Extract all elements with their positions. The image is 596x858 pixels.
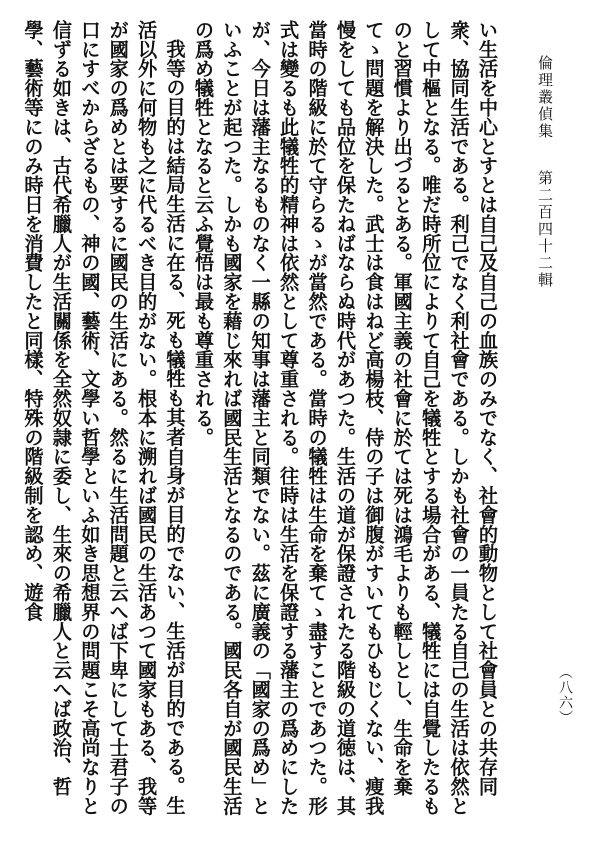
body-text [21, 20, 501, 830]
series-title: 倫理叢偵集 [536, 55, 554, 140]
page-number: （八六） [557, 665, 573, 725]
volume-number: 第二百四十二輯 [536, 170, 554, 289]
running-header [535, 55, 556, 289]
paragraph: い生活を中心とすとは自己及自己の血族のみでなく、社會的動物として社會員との共存同衆、協同生活である。利己でなく利社會である。しかも社會の一員たる自己の生活は依然として中樞となる。唯だ時所位によりて自己を犠牲とする場合がある、犠牲には自覺したるものと習慣より出づるとある。軍國主義の社會に於ては死は鴻毛よりも輕しとし、生命を棄てゝ問題を解決した。武士は食はねど高楊枝、侍の子は御腹がすいてもひもじくない、痩我慢をしても品位を保たねばならぬ時代があつた。生活の道が保證されたる階級の道徳は、其當時の階級に於て守らるゝが當然である。當時の犠牲は生命を棄てゝ盡すことであつた。形式は變るも此犠牲的精神は依然として尊重される。往時は生活を保證する藩主の爲めにしたが、今日は藩主なるものなく一縣の知事は藩主と同類でない。茲に廣義の「國家の爲め」といふことが起つた。しかも國家を藉じ來れば國民生活となるのである。國民各自が國民生活の爲め犠牲となると云ふ覺悟は最も尊重される。 [191, 20, 499, 816]
paragraph: 我等の目的は結局生活に在る、死も犠牲も其者自身が目的でない、生活が目的である。生活以外に何物も之に代るべき目的がない。根本に溯れば國民の生活あつて國家もある、我等が國家の爲めとは要するに國民の生活にある。然るに生活問題と云へば下卑にして士君子の口にすべからざるもの、神の國、藝術、文學い哲學といふ如き思想界の問題こそ高尚なりと信ずる如きは、古代希臘人が生活關係を全然奴隷に委し、生來の希臘人と云へば政治、哲學、藝術等にのみ時日を消費したと同樣、特殊の階級制を認め、遊食 [21, 20, 187, 816]
